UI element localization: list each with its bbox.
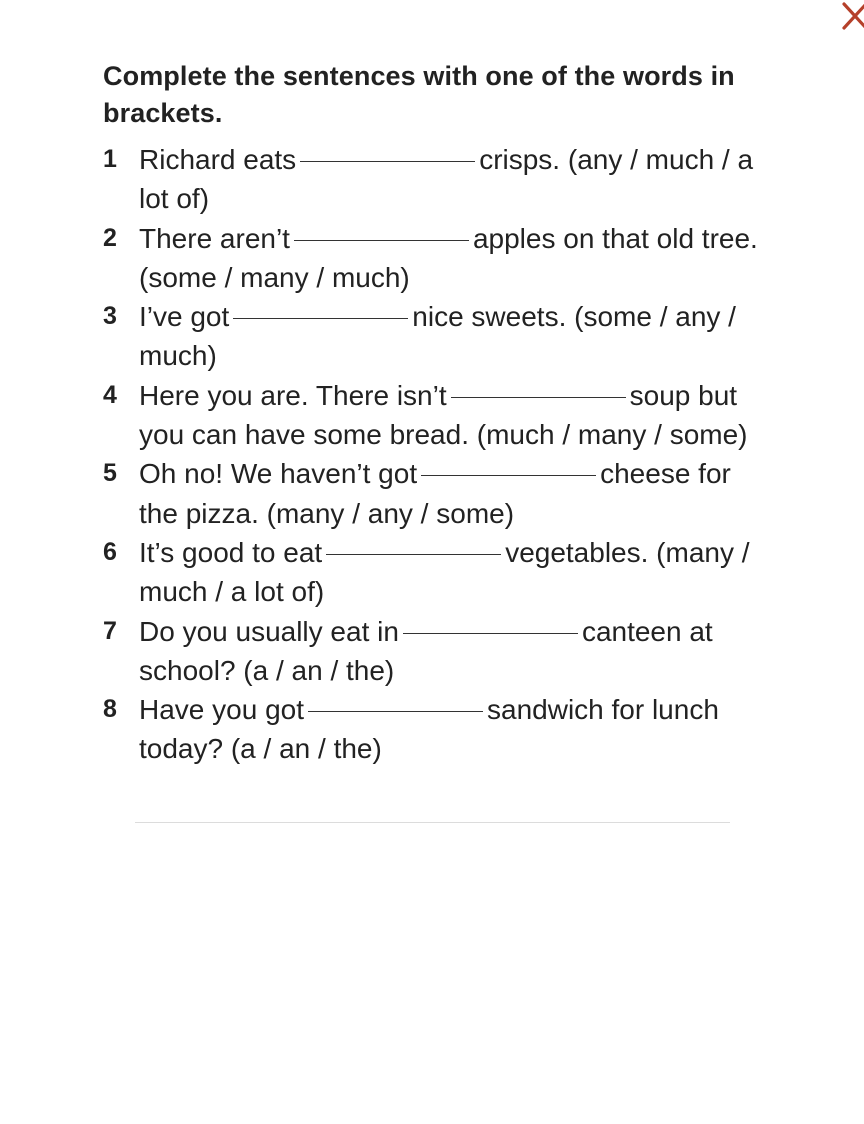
question-text-before: There aren’t (139, 222, 290, 254)
answer-blank[interactable] (308, 710, 483, 712)
question-item (103, 297, 759, 376)
question-text-after: canteen at school? (a / an / the) (139, 615, 713, 686)
question-item (103, 612, 759, 691)
question-number: 2 (103, 223, 117, 252)
question-item (103, 454, 759, 533)
question-item (103, 533, 759, 612)
question-list (103, 140, 763, 769)
question-number: 6 (103, 537, 117, 566)
divider (135, 822, 730, 823)
answer-blank[interactable] (326, 553, 501, 555)
question-text-before: Oh no! We haven’t got (139, 458, 418, 490)
answer-blank[interactable] (403, 632, 578, 634)
question-text-after: nice sweets. (some / any / much) (139, 301, 736, 372)
question-text-before: Here you are. There isn’t (139, 379, 447, 411)
question-text-after: cheese for the pizza. (many / any / some) (139, 458, 731, 529)
question-text-after: sandwich for lunch today? (a / an / the) (139, 694, 719, 765)
close-icon (840, 2, 864, 32)
worksheet (103, 58, 763, 769)
question-number: 1 (103, 145, 117, 173)
question-number: 8 (103, 695, 117, 724)
question-text-after: crisps. (any / much / a lot of) (139, 144, 754, 215)
question-text-before: Richard eats (139, 144, 297, 175)
question-number: 7 (103, 616, 117, 645)
question-text-after: apples on that old tree. (some / many / much) (139, 222, 758, 293)
answer-blank[interactable] (300, 160, 475, 162)
question-text-after: vegetables. (many / much / a lot of) (139, 536, 750, 608)
answer-blank[interactable] (233, 317, 408, 319)
question-text-before: It’s good to eat (139, 536, 323, 568)
question-text-before: Do you usually eat in (139, 615, 399, 647)
answer-blank[interactable] (451, 396, 626, 398)
question-text-before: I’ve got (139, 301, 230, 333)
question-text-after: soup but you can have some bread. (much / many / some) (139, 379, 748, 451)
question-item (103, 690, 759, 769)
question-item (103, 376, 759, 455)
answer-blank[interactable] (421, 474, 596, 476)
question-item (103, 219, 759, 298)
question-item (103, 140, 759, 219)
question-number: 3 (103, 302, 117, 331)
question-number: 4 (103, 380, 117, 409)
question-text-before: Have you got (139, 694, 304, 726)
question-number: 5 (103, 459, 117, 488)
close-button[interactable] (840, 2, 864, 32)
instruction-heading: Complete the sentences with one of the words in brackets. (103, 61, 735, 128)
answer-blank[interactable] (294, 239, 469, 241)
